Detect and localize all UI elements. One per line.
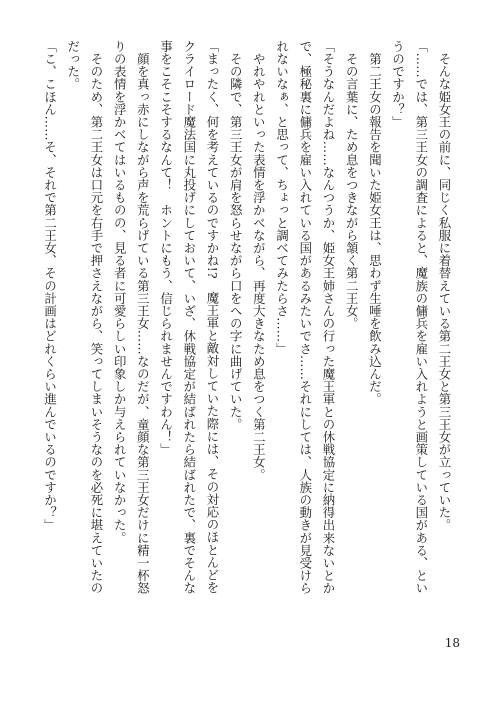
text-line: うのですか？」 [390,40,406,129]
text-line: だった。 [65,40,81,91]
text-line: やれやれといった表情を浮かべながら、再度大きなため息をつく第二王女。 [251,40,267,481]
text-line: 事をこそこそするなんて！ ホントにもう、信じられませんですわん！」 [158,40,174,456]
text-line: で、極秘裏に傭兵を雇い入れている国があるみたいでさ……それにしては、人族の動きが見受けら [297,40,313,595]
text-line: りの表情を浮かべてはいるものの、見る者に可愛らしい印象しか与えられていなかった。 [112,40,128,544]
vertical-text-body [38,40,456,595]
page-number: 18 [444,636,460,650]
text-line: 「こ、こほん……そ、それで第二王女、その計画はどれくらい進んでいるのですか？」 [42,40,58,532]
text-line: その隣で、第三王女が肩を怒らせながら口をへの字に曲げていた。 [228,40,244,431]
text-line: 第二王女の報告を聞いた姫女王は、思わず生唾を飲み込んだ。 [367,40,383,406]
text-line: その言葉に、ため息をつきながら頷く第二王女。 [344,40,360,330]
text-line: れないなぁ、と思って、ちょっと調べてみたらさ……」 [274,40,290,355]
text-line: 「……では、第三王女の調査によると、魔族の傭兵を雇い入れようと画策している国がある、とい [413,40,429,595]
text-line: そんな姫女王の前に、同じく私服に着替えている第二王女と第三王女が立っていた。 [437,40,452,532]
text-line: 顔を真っ赤にしながら声を荒らげている第三王女……なのだが、童顔な第三王女だけに精一杯怒 [135,40,151,595]
text-line: クライロード魔法国に丸投げにしておいて、いざ、休戦協定が結ばれたら結ばれたで、裏でそんな [181,40,197,595]
text-line: 「まったく、何を考えているのですかね!? 魔王軍と敵対していた際には、その対応のほとんどを [204,40,220,594]
text-line: そのため、第二王女は口元を右手で押さえながら、笑ってしまいそうなのを必死に堪えていたの [88,40,104,595]
text-line: 「そうなんだよね……なんつうか、姫女王姉さんの行った魔王軍との休戦協定に納得出来ないとか [320,40,336,595]
